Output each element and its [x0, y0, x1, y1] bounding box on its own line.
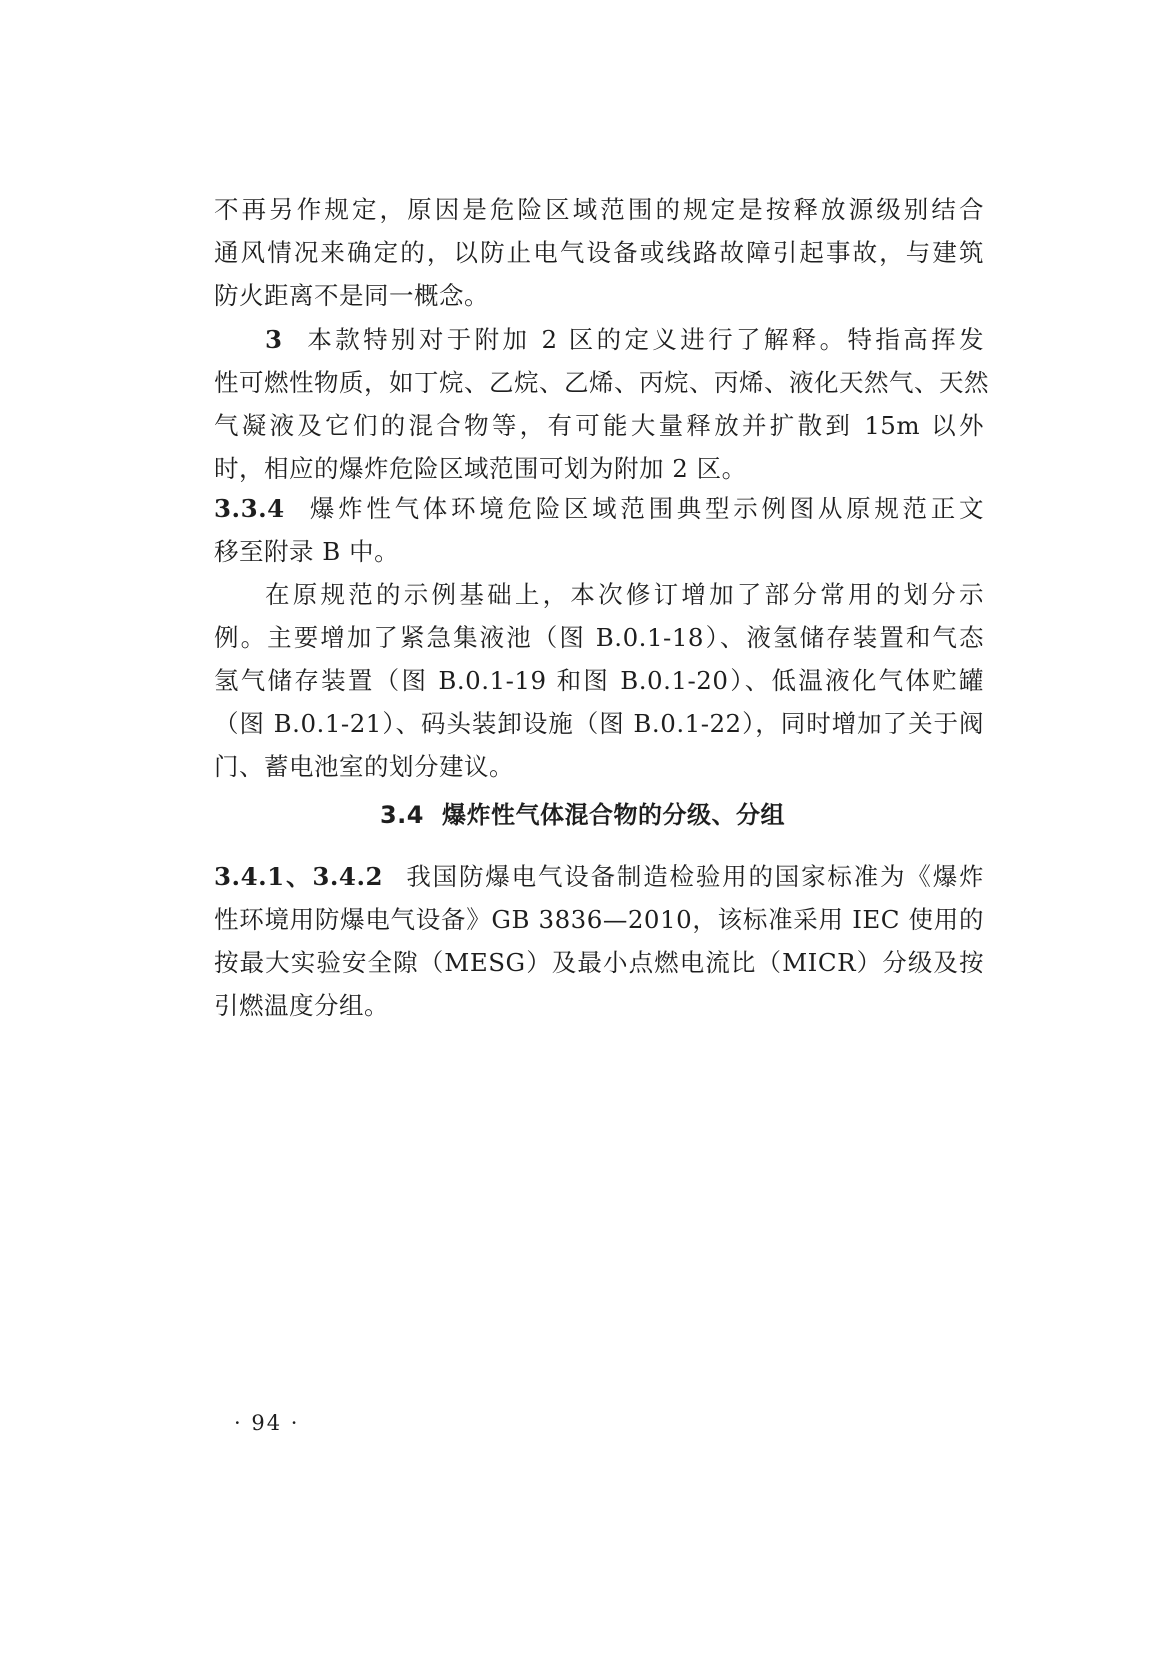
paragraph-line: 时，相应的爆炸危险区域范围可划为附加 2 区。 [214, 454, 747, 483]
paragraph-line: 气凝液及它们的混合物等，有可能大量释放并扩散到 15m 以外 [214, 411, 984, 440]
clause-number: 3.4.1、3.4.2 [214, 862, 384, 891]
paragraph-line: 爆炸性气体环境危险区域范围典型示例图从原规范正文 [306, 494, 984, 523]
paragraph-line: 性环境用防爆电气设备》GB 3836—2010，该标准采用 IEC 使用的 [214, 905, 984, 934]
paragraph-line: 氢气储存装置（图 B.0.1-19 和图 B.0.1-20）、低温液化气体贮罐 [214, 666, 984, 695]
clause-334-first-line [214, 492, 984, 526]
section-title-text: 爆炸性气体混合物的分级、分组 [442, 801, 785, 829]
section-heading [0, 798, 1165, 832]
paragraph-line: 例。主要增加了紧急集液池（图 B.0.1-18）、液氢储存装置和气态 [214, 623, 984, 652]
page-number: · 94 · [234, 1411, 300, 1435]
paragraph-line: 防火距离不是同一概念。 [214, 281, 489, 310]
paragraph-line: 性可燃性物质，如丁烷、乙烷、乙烯、丙烷、丙烯、液化天然气、天然 [214, 368, 989, 397]
paragraph-line: 移至附录 B 中。 [214, 537, 400, 566]
paragraph-line: （图 B.0.1-21）、码头装卸设施（图 B.0.1-22），同时增加了关于阀 [214, 709, 984, 738]
paragraph-line: 我国防爆电气设备制造检验用的国家标准为《爆炸 [405, 862, 985, 891]
item-3-first-line [214, 323, 984, 357]
paragraph-line: 通风情况来确定的，以防止电气设备或线路故障引起事故，与建筑 [214, 238, 984, 267]
paragraph-line: 按最大实验安全隙（MESG）及最小点燃电流比（MICR）分级及按 [214, 948, 984, 977]
paragraph-line: 不再另作规定，原因是危险区域范围的规定是按释放源级别结合 [214, 195, 984, 224]
clause-number: 3.3.4 [214, 494, 285, 523]
paragraph-line: 引燃温度分组。 [214, 991, 389, 1020]
paragraph-line: 本款特别对于附加 2 区的定义进行了解释。特指高挥发 [304, 325, 984, 354]
paragraph-line: 门、蓄电池室的划分建议。 [214, 752, 514, 781]
section-number: 3.4 [379, 801, 424, 829]
paragraph-line: 在原规范的示例基础上，本次修订增加了部分常用的划分示 [265, 580, 984, 609]
clause-341-first-line [214, 860, 984, 894]
item-number: 3 [265, 325, 283, 354]
